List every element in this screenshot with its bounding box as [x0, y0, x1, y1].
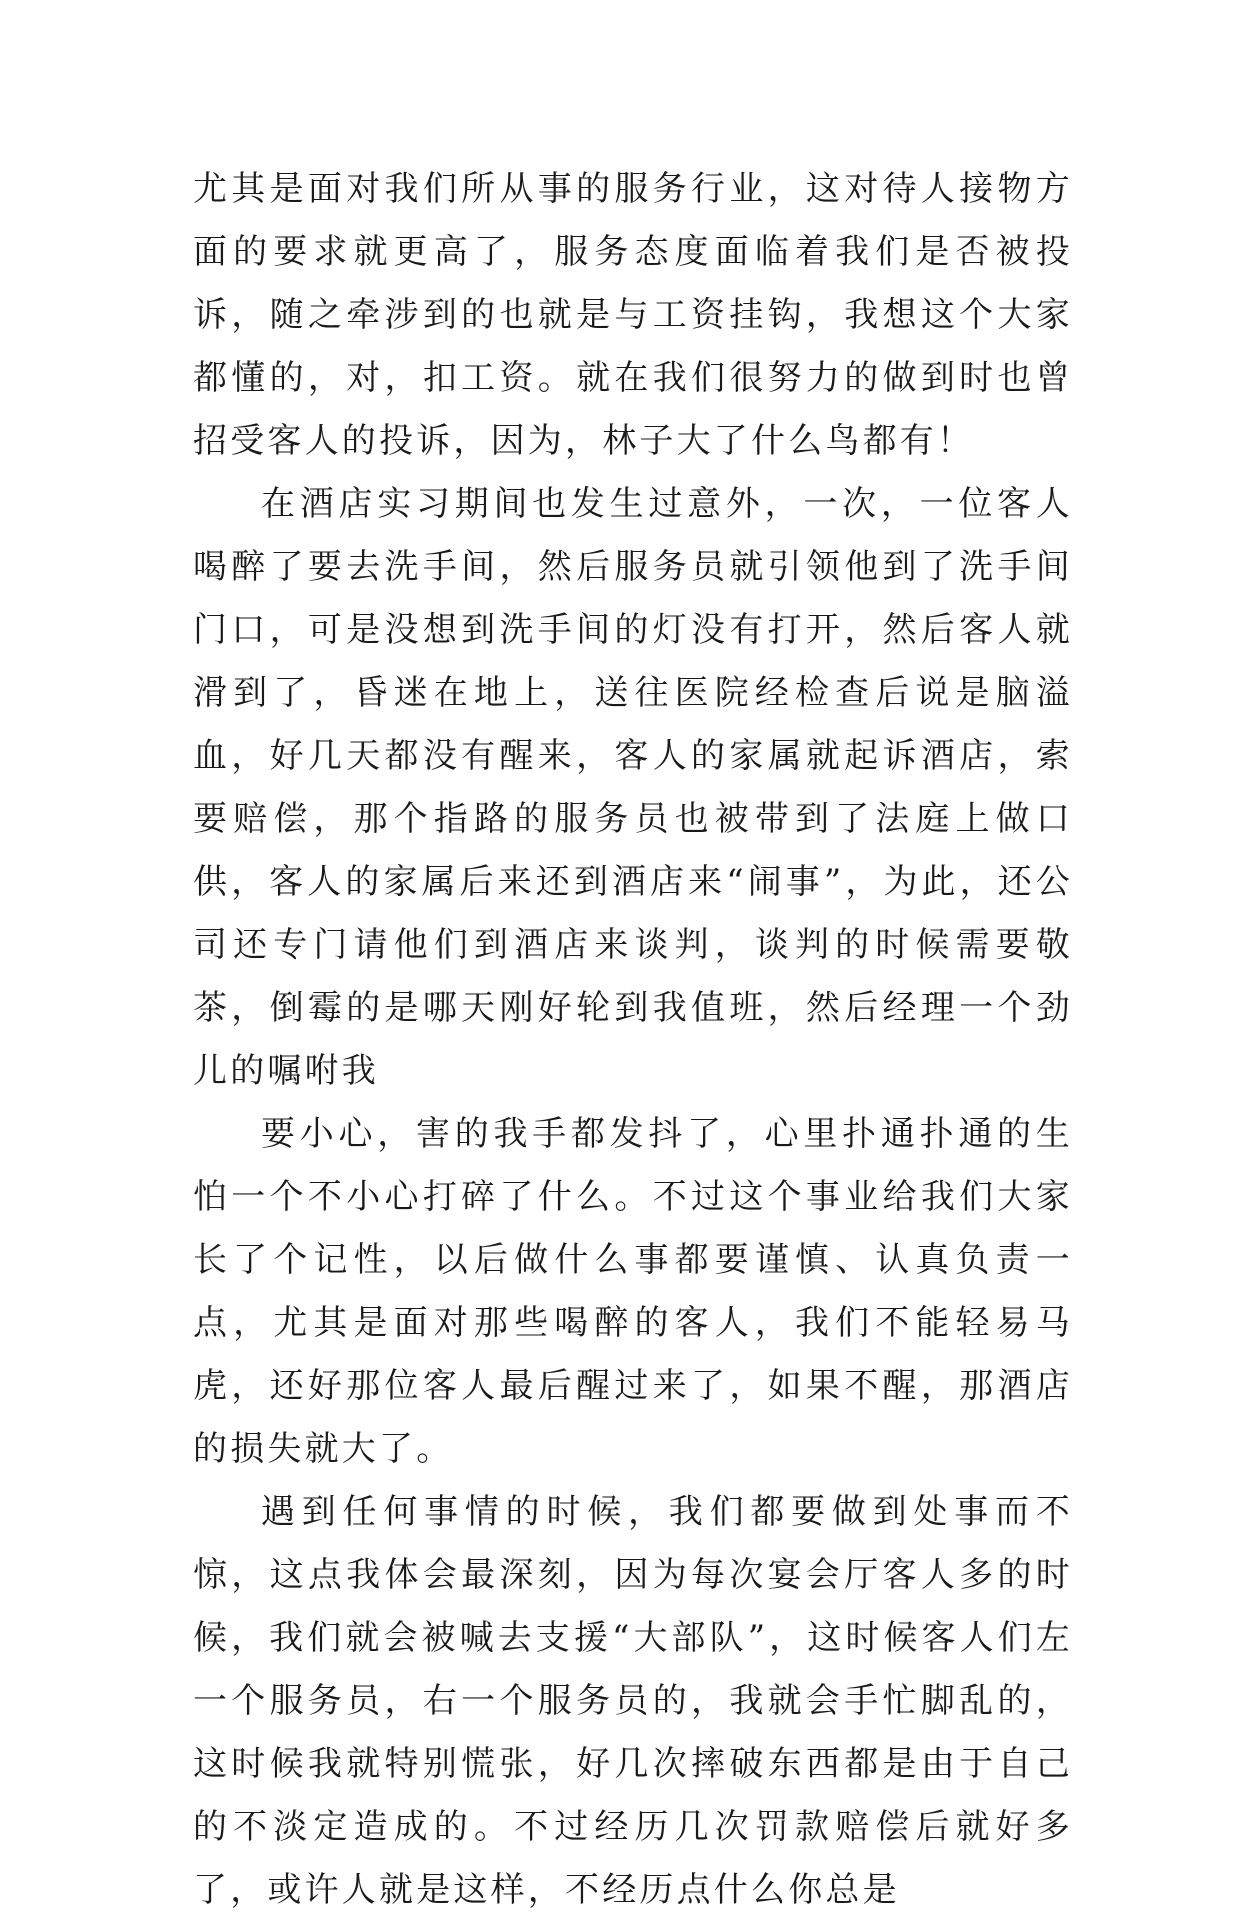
- paragraph: 在酒店实习期间也发生过意外，一次，一位客人喝醉了要去洗手间，然后服务员就引领他到了洗手间门口，可是没想到洗手间的灯没有打开，然后客人就滑到了，昏迷在地上，送往医院经检查后说是脑溢血，好几天都没有醒来，客人的家属就起诉酒店，索要赔偿，那个指路的服务员也被带到了法庭上做口供，客人的家属后来还到酒店来“闹事”，为此，还公司还专门请他们到酒店来谈判，谈判的时候需要敬茶，倒霉的是哪天刚好轮到我值班，然后经理一个劲儿的嘱咐我: [193, 484, 1073, 1091]
- document-body: [193, 158, 1073, 1922]
- paragraph: 尤其是面对我们所从事的服务行业，这对待人接物方面的要求就更高了，服务态度面临着我们是否被投诉，随之牵涉到的也就是与工资挂钩，我想这个大家都懂的，对，扣工资。就在我们很努力的做到时也曾招受客人的投诉，因为，林子大了什么鸟都有！: [193, 169, 1073, 461]
- paragraph: 要小心，害的我手都发抖了，心里扑通扑通的生怕一个不小心打碎了什么。不过这个事业给我们大家长了个记性，以后做什么事都要谨慎、认真负责一点，尤其是面对那些喝醉的客人，我们不能轻易马虎，还好那位客人最后醒过来了，如果不醒，那酒店的损失就大了。: [193, 1114, 1073, 1469]
- paragraph: 遇到任何事情的时候，我们都要做到处事而不惊，这点我体会最深刻，因为每次宴会厅客人多的时候，我们就会被喊去支援“大部队”，这时候客人们左一个服务员，右一个服务员的，我就会手忙脚乱的，这时候我就特别慌张，好几次摔破东西都是由于自己的不淡定造成的。不过经历几次罚款赔偿后就好多了，或许人就是这样，不经历点什么你总是: [193, 1492, 1073, 1910]
